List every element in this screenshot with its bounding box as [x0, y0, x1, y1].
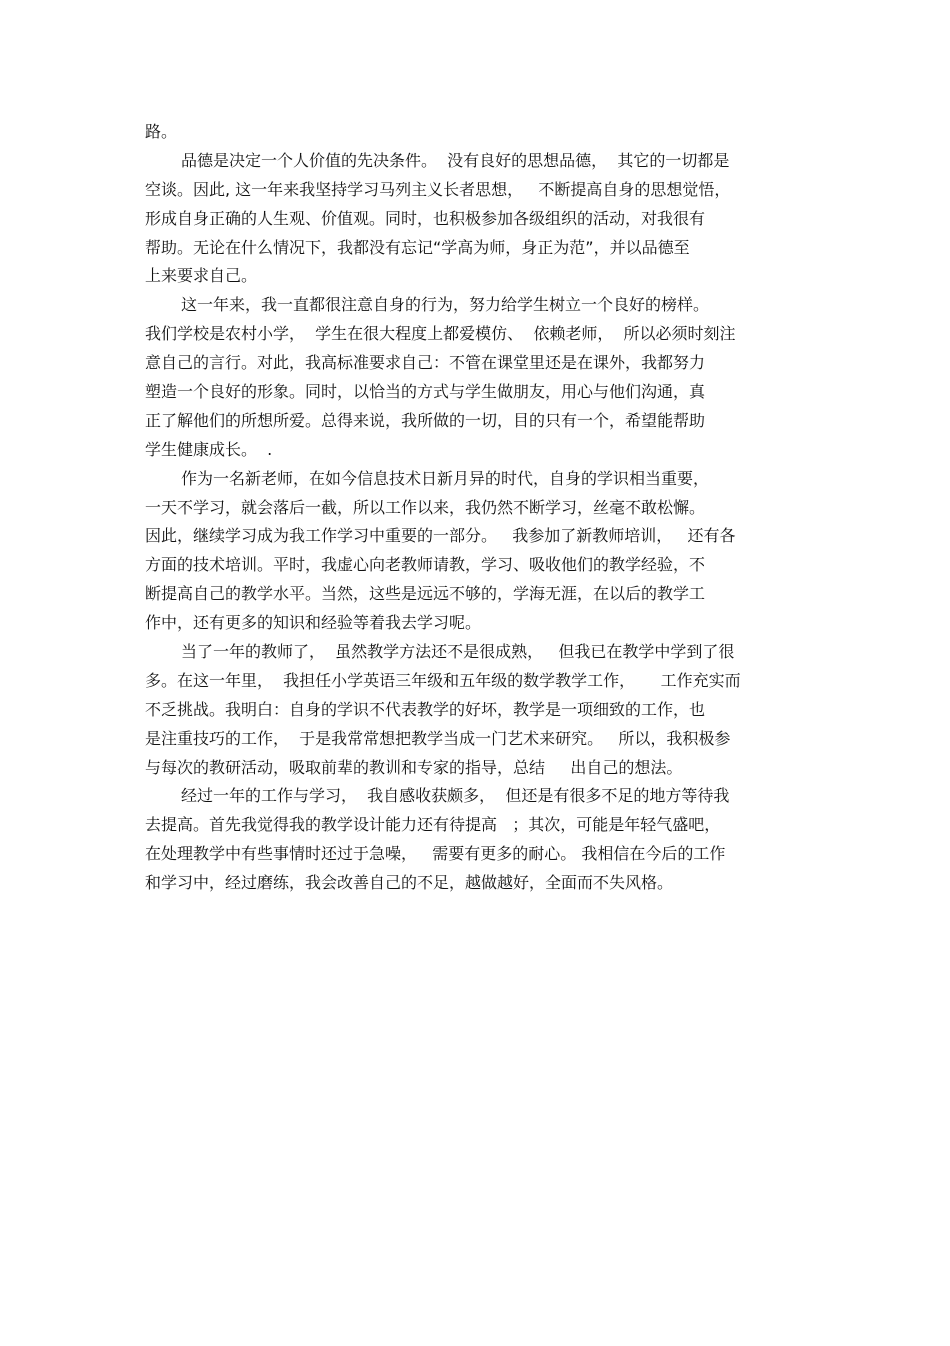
text-line: 不乏挑战。我明白：自身的学识不代表教学的好坏，教学是一项细致的工作，也 — [145, 699, 706, 719]
text-line: 品德是决定一个人价值的先决条件。 没有良好的思想品德， 其它的一切都是 — [181, 150, 730, 170]
text-line: 断提高自己的教学水平。当然，这些是远远不够的，学海无涯，在以后的教学工 — [145, 584, 706, 604]
text-line: 去提高。首先我觉得我的教学设计能力还有待提高 ；其次，可能是年轻气盛吧， — [145, 815, 721, 835]
text-line: 方面的技术培训。平时，我虚心向老教师请教，学习、吸收他们的教学经验，不 — [145, 555, 706, 575]
text-line: 帮助。无论在什么情况下，我都没有忘记“学高为师，身正为范”，并以品德至 — [145, 237, 690, 257]
text-line: 塑造一个良好的形象。同时，以恰当的方式与学生做朋友，用心与他们沟通，真 — [145, 382, 706, 402]
text-line: 学生健康成长。 . — [145, 439, 273, 459]
text-line: 在处理教学中有些事情时还过于急噪， 需要有更多的耐心。 我相信在今后的工作 — [145, 844, 726, 864]
document-body — [145, 118, 815, 898]
text-line: 一天不学习，就会落后一截，所以工作以来，我仍然不断学习，丝毫不敢松懈。 — [145, 497, 706, 517]
text-line: 这一年来，我一直都很注意自身的行为，努力给学生树立一个良好的榜样。 — [181, 295, 710, 315]
text-line: 作为一名新老师，在如今信息技术日新月异的时代，自身的学识相当重要， — [181, 468, 710, 488]
text-line: 是注重技巧的工作， 于是我常常想把教学当成一门艺术来研究。 所以，我积极参 — [145, 728, 731, 748]
text-line: 意自己的言行。对此，我高标准要求自己：不管在课堂里还是在课外，我都努力 — [145, 353, 706, 373]
text-line: 多。在这一年里， 我担任小学英语三年级和五年级的数学教学工作， 工作充实而 — [145, 670, 741, 690]
text-line: 作中，还有更多的知识和经验等着我去学习呢。 — [145, 613, 482, 633]
text-line: 我们学校是农村小学， 学生在很大程度上都爱模仿、 依赖老师， 所以必须时刻注 — [145, 324, 736, 344]
text-line: 形成自身正确的人生观、价值观。同时，也积极参加各级组织的活动，对我很有 — [145, 208, 706, 228]
text-line: 因此，继续学习成为我工作学习中重要的一部分。 我参加了新教师培训， 还有各 — [145, 526, 736, 546]
text-line: 和学习中，经过磨练，我会改善自己的不足，越做越好，全面而不失风格。 — [145, 873, 674, 893]
text-line: 与每次的教研活动，吸取前辈的教训和专家的指导，总结 出自己的想法。 — [145, 757, 683, 777]
text-line: 路。 — [145, 122, 178, 141]
text-line: 正了解他们的所想所爱。总得来说，我所做的一切，目的只有一个，希望能帮助 — [145, 410, 706, 430]
text-line: 当了一年的教师了， 虽然教学方法还不是很成熟， 但我已在教学中学到了很 — [181, 642, 735, 662]
text-line: 空谈。因此, 这一年来我坚持学习马列主义长者思想， 不断提高自身的思想觉悟， — [145, 179, 731, 199]
text-line: 经过一年的工作与学习， 我自感收获颇多， 但还是有很多不足的地方等待我 — [181, 786, 730, 806]
text-line: 上来要求自己。 — [145, 266, 258, 286]
